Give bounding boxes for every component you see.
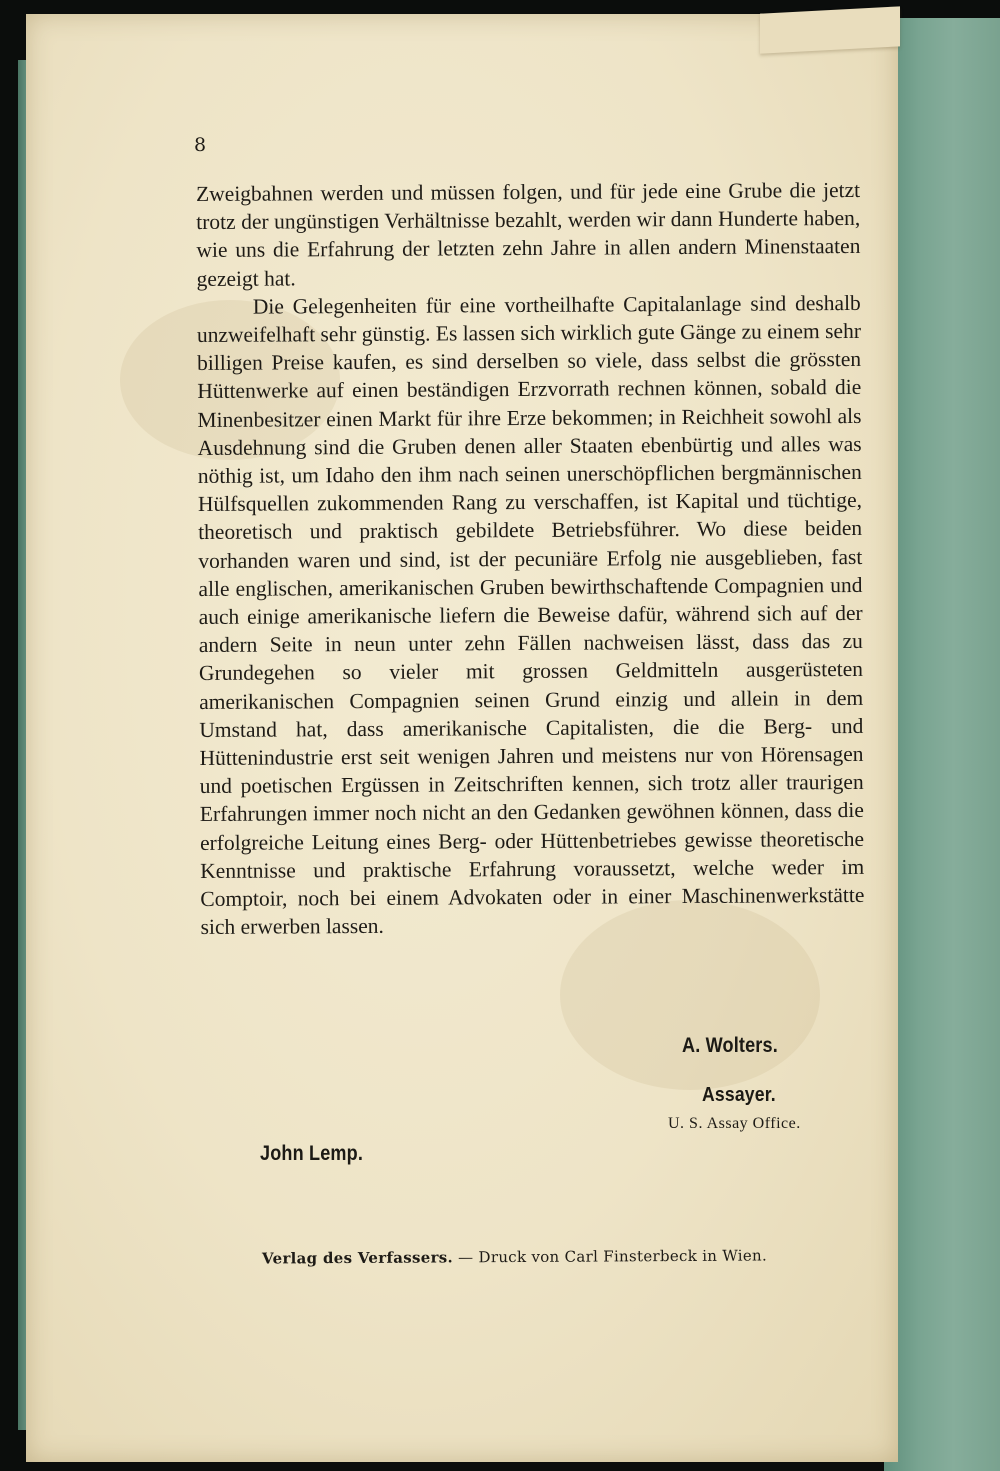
imprint-publisher: Verlag des Verfassers.: [261, 1248, 454, 1268]
body-text: [196, 176, 865, 942]
signature-role-assayer: Assayer.: [702, 1084, 776, 1106]
signature-office: U. S. Assay Office.: [668, 1115, 801, 1132]
paragraph-1: Zweigbahnen werden und müssen folgen, und für jede eine Grube die jetzt trotz der ungünstigen Verhältnisse bezahlt, werden wir dann Hunderte haben, wie uns die Erfahrung der letzten zehn Jahre in allen andern Minenstaaten gezeigt hat.: [196, 177, 861, 291]
signature-lemp: John Lemp.: [260, 1142, 364, 1165]
green-cover-right: [884, 18, 1000, 1471]
torn-paper-corner: [760, 6, 900, 53]
imprint-line: [262, 1246, 767, 1267]
paragraph-2: Die Gelegenheiten für eine vortheilhafte Capitalanlage sind deshalb unzweifelhaft sehr günstig. Es lassen sich wirklich gute Gänge zu einem sehr billigen Preise kaufen, es sind derselben so viele, dass selbst die grössten Hüttenwerke auf einen beständigen Erzvorrath rechnen können, sobald die Minenbesitzer einen Markt für ihre Erze bekommen; in Reichheit sowohl als Ausdehnung sind die Gruben denen aller Staaten ebenbürtig und alles was nöthig ist, um Idaho den ihm nach seinen unerschöpflichen bergmännischen Hülfsquellen zukommenden Rang zu verschaffen, ist Kapital und tüchtige, theoretisch und praktisch gebildete Betriebsführer. Wo diese beiden vorhanden waren und sind, ist der pecuniäre Erfolg nie ausgeblieben, fast alle englischen, amerikanischen Gruben bewirthschaftende Compagnien und auch einige amerikanische liefern die Beweise dafür, während sich auf der andern Seite in neun unter zehn Fällen nachweisen lässt, dass das zu Grundegehen so vieler mit grossen Geldmitteln ausgerüsteten amerikanischen Compagnien seinen Grund einzig und allein in dem Umstand hat, dass amerikanische Capitalisten, die die Berg- und Hüttenindustrie erst seit wenigen Jahren und meistens nur von Hörensagen und poetischen Ergüssen in Zeitschriften kennen, sich trotz aller traurigen Erfahrungen immer noch nicht an den Gedanken gewöhnen können, dass die erfolgreiche Leitung eines Berg- oder Hüttenbetriebes gewisse theoretische Kenntnisse und praktische Erfahrung voraussetzt, welche weder im Comptoir, noch bei einem Advokaten oder in einer Maschinenwerkstätte sich erwerben lassen.: [196, 290, 865, 940]
signature-wolters: A. Wolters.: [682, 1034, 778, 1057]
page-number: 8: [194, 134, 207, 156]
imprint-separator: —: [458, 1248, 474, 1267]
imprint-printer: Druck von Carl Finsterbeck in Wien.: [478, 1246, 768, 1267]
